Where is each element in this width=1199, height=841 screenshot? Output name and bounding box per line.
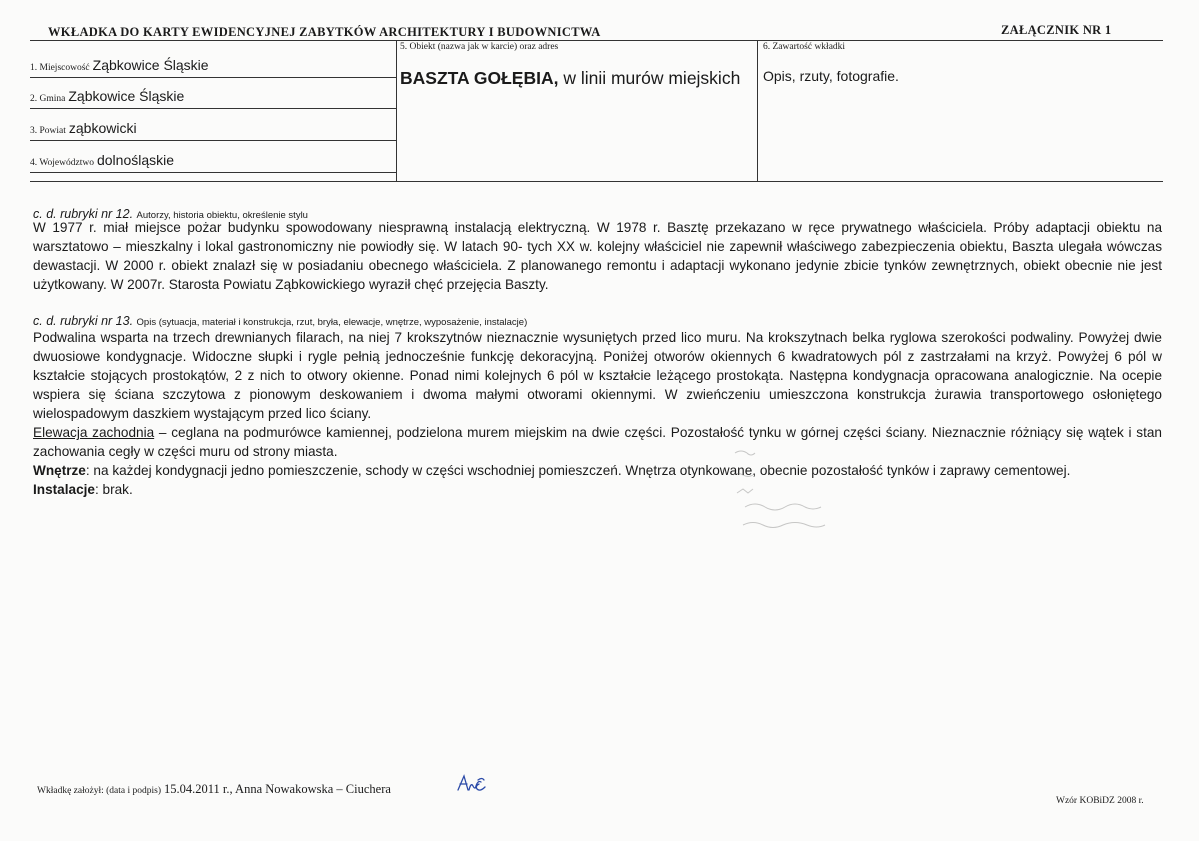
interior-text: : na każdej kondygnacji jedno pomieszczenie, schody w części wschodniej pomieszczeń. Wnętrza otynkowane, obecnie pozostałość tynków i zaprawy cementowej.: [85, 463, 1071, 478]
footer-created-label: Wkładkę założył: (data i podpis): [37, 786, 161, 796]
field-commune-label: 2. Gmina: [30, 94, 66, 104]
field-county-value: ząbkowicki: [68, 120, 137, 136]
installations-label: Instalacje: [33, 482, 95, 497]
field-rule-4: [30, 172, 396, 173]
section-13-subtitle: Opis (sytuacja, materiał i konstrukcja, rzut, bryła, elewacje, wnętrze, wyposażenie, instalacje): [136, 317, 528, 328]
contents-value: Opis, rzuty, fotografie.: [763, 68, 899, 84]
elevation-text: – ceglana na podmurówce kamiennej, podzielona murem miejskim na dwie części. Pozostałość tynku w górnej części ściany. Nieznacznie różniący się wątek i stan zachowania cegły w części muru od strony miasta.: [33, 425, 1162, 459]
stamp-bleed-through-icon: [725, 445, 845, 540]
section-13-elevation: [33, 423, 1162, 461]
object-label: 5. Obiekt (nazwa jak w karcie) oraz adres: [400, 42, 559, 52]
field-province-label: 4. Województwo: [30, 158, 94, 168]
field-place: [30, 57, 209, 75]
section-13-installations: [33, 480, 1162, 499]
field-place-label: 1. Miejscowość: [30, 63, 90, 73]
field-commune-value: Ząbkowice Śląskie: [68, 88, 185, 104]
field-place-value: Ząbkowice Śląskie: [92, 57, 209, 73]
field-rule-2: [30, 108, 396, 109]
elevation-label: Elewacja zachodnia: [33, 425, 155, 440]
document-title: WKŁADKA DO KARTY EWIDENCYJNEJ ZABYTKÓW ARCHITEKTURY I BUDOWNICTWA: [48, 25, 601, 39]
field-commune: [30, 88, 184, 106]
field-rule-1: [30, 77, 396, 78]
object-name-bold: BASZTA GOŁĘBIA,: [400, 68, 559, 88]
field-rule-3: [30, 140, 396, 141]
annex-number: ZAŁĄCZNIK NR 1: [1001, 23, 1112, 37]
field-province: [30, 152, 174, 170]
form-model: Wzór KOBiDZ 2008 r.: [1056, 796, 1144, 806]
section-13-text: [33, 328, 1162, 499]
footer-created: [37, 780, 391, 798]
object-name-rest: w linii murów miejskich: [558, 68, 741, 88]
signature-icon: [456, 772, 488, 794]
column-divider-right: [757, 40, 758, 181]
section-13-heading: [33, 314, 527, 328]
section-13-title: c. d. rubryki nr 13.: [33, 314, 134, 328]
footer-created-value: 15.04.2011 r., Anna Nowakowska – Ciuchera: [163, 782, 391, 796]
interior-label: Wnętrze: [33, 463, 86, 478]
field-county-label: 3. Powiat: [30, 126, 66, 136]
contents-label: 6. Zawartość wkładki: [763, 42, 846, 52]
object-name: [400, 68, 745, 89]
form-bottom-rule: [30, 181, 1163, 182]
section-12-paragraph: W 1977 r. miał miejsce pożar budynku spowodowany niesprawną instalacją elektryczną. W 1978 r. Basztę przekazano w ręce prywatnego właściciela. Próby adaptacji obiektu na warsztatowo – mieszkalny i lokal gastronomiczny nie powiodły się. W latach 90- tych XX w. kolejny właściciel nie zapewnił właściwego zabezpieczenia obiektu, Baszta ulegała wówczas dewastacji. W 2000 r. obiekt znalazł się w posiadaniu obecnego właściciela. Z planowanego remontu i adaptacji wykonano jedynie zbicie tynków zewnętrznych, obiekt obecnie nie jest użytkowany. W 2007r. Starosta Powiatu Ząbkowickiego wyraził chęć przejęcia Baszty.: [33, 220, 1162, 292]
field-province-value: dolnośląskie: [96, 152, 175, 168]
column-divider-left: [396, 40, 397, 181]
section-12-text: [33, 218, 1162, 294]
field-county: [30, 120, 137, 138]
section-13-paragraph: Podwalina wsparta na trzech drewnianych filarach, na niej 7 krokszytnów nieznacznie wysuniętych przed lico muru. Na krokszytnach belka ryglowa szerokości podwaliny. Powyżej dwie dwuosiowe kondygnacje. Widoczne słupki i rygle pełnią jednocześnie funkcję dekoracyjną. Poniżej otworów okiennych 6 kwadratowych pól z zastrzałami na krzyż. Powyżej 6 pól w kształcie stojących prostokątów, 2 z nich to otwory okienne. Ponad nimi kolejnych 6 pól w kształcie leżącego prostokąta. Następna kondygnacja opracowana analogicznie. Na ocepie wspiera się ściana szczytowa z pionowym deskowaniem i dwoma małymi otworami okiennymi. W zwieńczeniu umieszczona konstrukcja żurawia transportowego osłoniętego wielospadowym daszkiem wystającym przed lico ściany.: [33, 330, 1162, 421]
section-12-title: c. d. rubryki nr 12.: [33, 207, 134, 221]
section-13-interior: [33, 461, 1162, 480]
section-12-subtitle: Autorzy, historia obiektu, określenie stylu: [136, 210, 308, 221]
header-rule: [30, 40, 1163, 41]
installations-text: : brak.: [94, 482, 133, 497]
